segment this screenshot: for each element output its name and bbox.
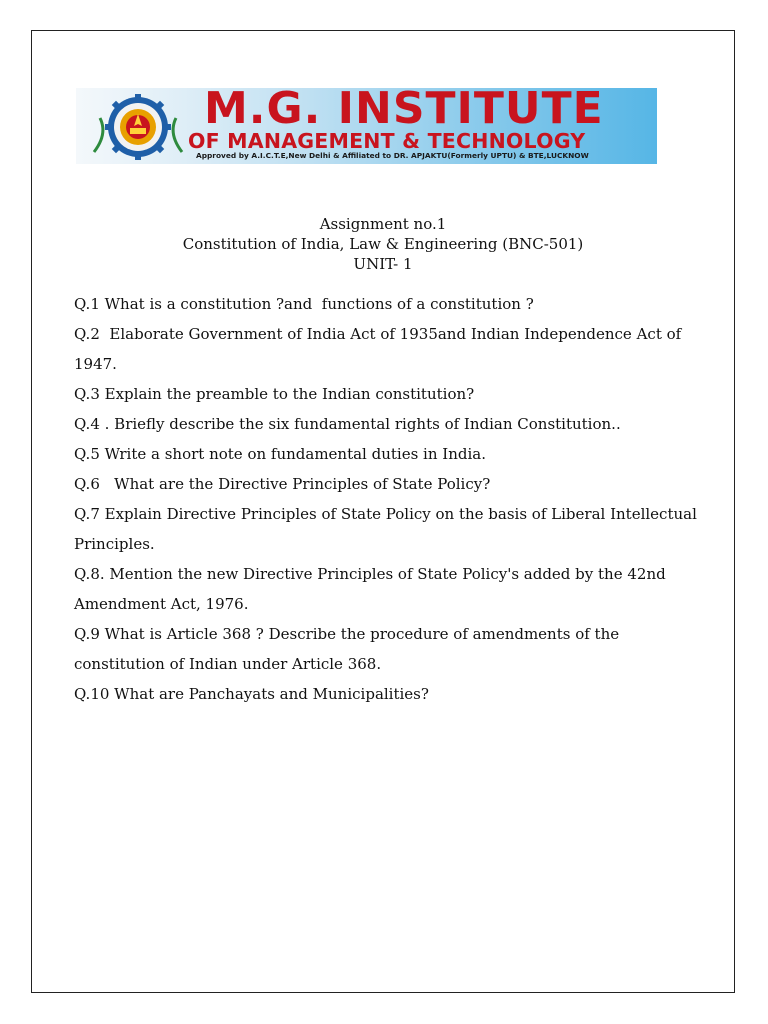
question-item: Q.5 Write a short note on fundamental duties in India. <box>74 445 486 463</box>
question-item: Q.7 Explain Directive Principles of State Policy on the basis of Liberal Intellectual Principles. <box>74 505 702 553</box>
question-item: Q.3 Explain the preamble to the Indian constitution? <box>74 385 475 403</box>
question-item: Q.8. Mention the new Directive Principles of State Policy's added by the 42nd Amendment Act, 1976. <box>74 565 671 613</box>
question-item: Q.10 What are Panchayats and Municipalities? <box>74 685 429 703</box>
question-item: Q.4 . Briefly describe the six fundamental rights of Indian Constitution.. <box>74 415 621 433</box>
unit-title: UNIT- 1 <box>353 255 413 273</box>
brand-title: M.G. INSTITUTE <box>204 88 604 134</box>
question-item: Q.2 Elaborate Government of India Act of 1935and Indian Independence Act of 1947. <box>74 325 686 373</box>
question-item: Q.9 What is Article 368 ? Describe the procedure of amendments of the constitution of Indian under Article 368. <box>74 625 624 673</box>
brand-subtitle: OF MANAGEMENT & TECHNOLOGY <box>188 129 586 153</box>
assignment-title: Assignment no.1 <box>319 215 447 233</box>
question-item: Q.1 What is a constitution ?and functions of a constitution ? <box>74 295 534 313</box>
document-page <box>31 30 735 993</box>
question-list <box>74 289 704 709</box>
question-item: Q.6 What are the Directive Principles of State Policy? <box>74 475 491 493</box>
brand-approval-text: Approved by A.I.C.T.E,New Delhi & Affiliated to DR. APJAKTU(Formerly UPTU) & BTE,LUCKNOW <box>196 151 589 160</box>
course-title: Constitution of India, Law & Engineering (BNC-501) <box>182 235 584 253</box>
institute-banner <box>76 88 657 164</box>
institute-emblem-icon <box>88 94 188 160</box>
